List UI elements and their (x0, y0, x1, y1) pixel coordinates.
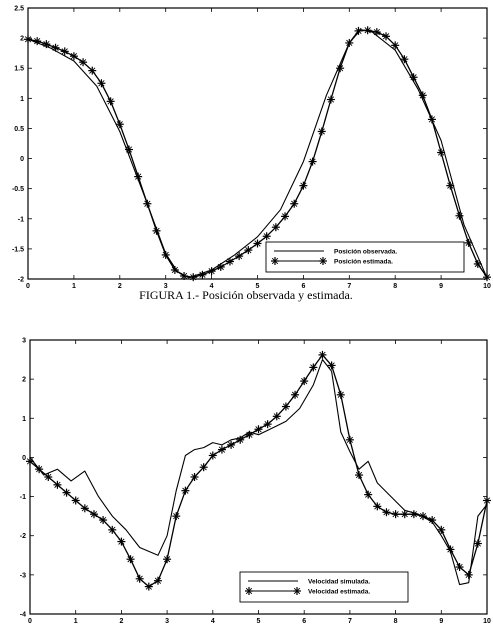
x-tick-label: 10 (483, 283, 491, 290)
y-tick-label: -4 (19, 611, 26, 619)
y-tick-label: 1.5 (14, 65, 24, 73)
y-tick-label: 3 (22, 337, 26, 345)
data-point-marker (474, 540, 482, 548)
data-point-marker (373, 28, 381, 36)
data-point-marker (226, 258, 234, 266)
y-tick-label: -3 (19, 572, 26, 580)
x-tick-label: 5 (255, 283, 260, 290)
data-point-marker (117, 538, 125, 546)
data-point-marker (35, 465, 43, 473)
data-point-marker (227, 441, 235, 449)
legend-entry: Velocidad estimada. (308, 588, 371, 596)
data-point-marker (52, 44, 60, 52)
data-point-marker (373, 502, 381, 510)
legend (266, 242, 464, 272)
data-point-marker (218, 446, 226, 454)
x-tick-label: 2 (117, 283, 122, 290)
data-point-marker (382, 508, 390, 516)
data-point-marker (171, 266, 179, 274)
data-point-marker (318, 351, 326, 359)
x-tick-label: 8 (393, 283, 398, 290)
data-point-marker (26, 457, 34, 465)
y-tick-label: 0 (22, 454, 26, 462)
data-point-marker (200, 463, 208, 471)
data-point-marker (309, 363, 317, 371)
data-point-marker (254, 239, 262, 247)
data-point-marker (300, 377, 308, 385)
data-point-marker (328, 361, 336, 369)
data-point-marker (364, 26, 372, 34)
data-point-marker (235, 252, 243, 260)
data-point-marker (245, 431, 253, 439)
x-tick-label: 3 (165, 618, 170, 625)
data-point-marker (455, 212, 463, 220)
data-point-marker (354, 27, 362, 35)
data-point-marker (70, 52, 78, 60)
y-tick-label: 2 (22, 376, 26, 384)
data-point-marker (198, 271, 206, 279)
y-tick-label: 0.5 (14, 125, 24, 133)
data-point-marker (180, 272, 188, 280)
data-point-marker (355, 471, 363, 479)
x-tick-label: 4 (210, 618, 215, 625)
data-point-marker (191, 473, 199, 481)
x-tick-label: 3 (163, 283, 168, 290)
data-point-marker (345, 39, 353, 47)
data-point-marker (382, 32, 390, 40)
data-point-marker (209, 451, 217, 459)
legend-entry: Velocidad simulada. (308, 578, 371, 586)
data-point-marker (172, 512, 180, 520)
x-tick-label: 7 (347, 283, 352, 290)
chart-velocity (20, 338, 491, 626)
data-point-marker (154, 577, 162, 585)
y-tick-label: -1.5 (11, 246, 24, 254)
data-point-marker (61, 47, 69, 55)
data-point-marker (263, 232, 271, 240)
data-point-marker (53, 481, 61, 489)
legend-entry: Posición observada. (334, 248, 398, 256)
x-tick-label: 9 (439, 618, 444, 625)
data-point-marker (116, 120, 124, 128)
y-tick-label: -2 (19, 533, 26, 541)
data-point-marker (465, 239, 473, 247)
data-point-marker (428, 115, 436, 123)
y-tick-label: -1 (19, 494, 26, 502)
y-tick-label: 0 (20, 156, 24, 164)
data-point-marker (336, 64, 344, 72)
data-point-marker (483, 496, 491, 504)
data-point-marker (134, 173, 142, 181)
figure-caption: FIGURA 1.- Posición observada y estimada. (139, 288, 353, 302)
x-tick-label: 1 (71, 283, 76, 290)
data-point-marker (346, 436, 354, 444)
data-point-marker (153, 227, 161, 235)
data-point-marker (189, 273, 197, 281)
y-tick-label: 1 (22, 415, 26, 423)
x-tick-label: 5 (256, 618, 261, 625)
data-point-marker (483, 273, 491, 281)
x-tick-label: 0 (26, 283, 30, 290)
data-point-marker (309, 158, 317, 166)
legend-box (240, 572, 408, 602)
data-point-marker (163, 555, 171, 563)
x-tick-label: 4 (209, 283, 214, 290)
series-line (30, 360, 487, 585)
data-point-marker (437, 149, 445, 157)
data-point-marker (299, 182, 307, 190)
data-point-marker (108, 526, 116, 534)
x-tick-label: 9 (439, 283, 444, 290)
data-point-marker (410, 73, 418, 81)
data-point-marker (273, 412, 281, 420)
legend-box (266, 242, 464, 272)
data-point-marker (245, 587, 253, 595)
data-point-marker (428, 516, 436, 524)
data-point-marker (136, 575, 144, 583)
data-point-marker (143, 200, 151, 208)
data-point-marker (401, 510, 409, 518)
data-point-marker (255, 425, 263, 433)
data-point-marker (337, 391, 345, 399)
x-tick-label: 6 (301, 283, 306, 290)
data-point-marker (282, 403, 290, 411)
data-point-marker (127, 555, 135, 563)
x-tick-label: 8 (393, 618, 398, 625)
y-tick-label: 1 (20, 95, 24, 103)
x-tick-label: 10 (483, 618, 491, 625)
data-point-marker (327, 96, 335, 104)
data-point-marker (271, 257, 279, 265)
data-point-marker (63, 489, 71, 497)
y-tick-label: 2 (20, 35, 24, 43)
data-point-marker (400, 55, 408, 63)
data-point-marker (145, 583, 153, 591)
series-line (30, 355, 487, 587)
data-point-marker (291, 391, 299, 399)
data-point-marker (272, 223, 280, 231)
data-point-marker (44, 473, 52, 481)
x-tick-label: 7 (347, 618, 352, 625)
y-tick-label: -2 (17, 276, 24, 284)
data-point-marker (319, 257, 327, 265)
data-point-marker (264, 420, 272, 428)
data-point-marker (72, 496, 80, 504)
data-point-marker (318, 127, 326, 135)
x-tick-label: 0 (28, 618, 32, 625)
data-point-marker (236, 436, 244, 444)
data-point-marker (419, 512, 427, 520)
data-point-marker (181, 487, 189, 495)
data-point-marker (293, 587, 301, 595)
data-point-marker (474, 260, 482, 268)
data-point-marker (437, 526, 445, 534)
data-point-marker (364, 491, 372, 499)
data-point-marker (97, 79, 105, 87)
y-tick-label: -0.5 (11, 186, 24, 194)
data-point-marker (391, 41, 399, 49)
data-point-marker (465, 571, 473, 579)
chart-position (12, 6, 491, 291)
y-tick-label: -1 (17, 216, 24, 224)
x-tick-label: 1 (73, 618, 78, 625)
plot-area (28, 8, 487, 279)
legend-entry: Posición estimada. (334, 258, 393, 266)
data-point-marker (162, 251, 170, 259)
data-point-marker (33, 37, 41, 45)
data-point-marker (446, 545, 454, 553)
data-point-marker (456, 563, 464, 571)
legend (240, 572, 408, 602)
x-tick-label: 2 (119, 618, 124, 625)
data-point-marker (24, 35, 32, 43)
y-tick-label: 2.5 (14, 5, 24, 13)
data-point-marker (42, 40, 50, 48)
data-point-marker (392, 510, 400, 518)
data-point-marker (217, 263, 225, 271)
data-point-marker (90, 510, 98, 518)
data-point-marker (410, 510, 418, 518)
x-tick-label: 6 (302, 618, 307, 625)
data-point-marker (107, 97, 115, 105)
